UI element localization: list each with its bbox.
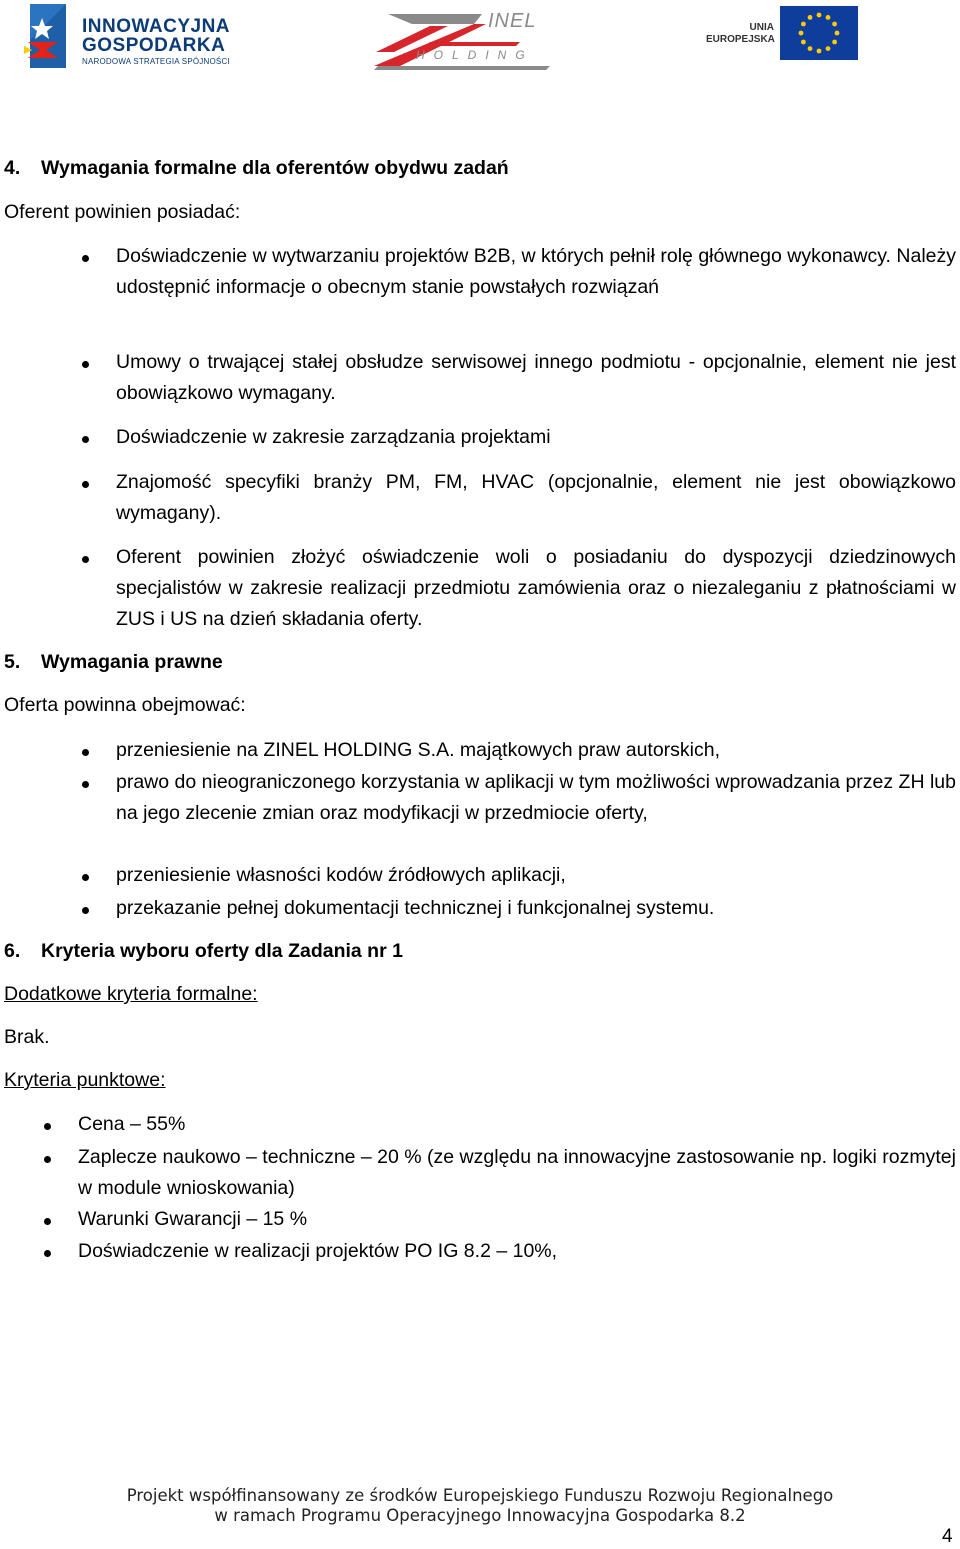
section-5-item: prawo do nieograniczonego korzystania w aplikacji w tym możliwości wprowadzania przez ZH lub na jego zlecenie zmian oraz modyfikacji w przedmiocie oferty, xyxy=(116,771,956,824)
section-6-number: 6. xyxy=(4,940,21,962)
section-4-item: Znajomość specyfiki branży PM, FM, HVAC (opcjonalnie, element nie jest obowiązkowo wymagany). xyxy=(116,471,956,524)
section-6-item: Doświadczenie w realizacji projektów PO IG 8.2 – 10%, xyxy=(78,1240,558,1262)
page-header xyxy=(0,0,960,80)
section-5-intro: Oferta powinna obejmować: xyxy=(4,694,246,716)
bullet-icon xyxy=(44,1156,51,1163)
page-number: 4 xyxy=(942,1526,953,1547)
bullet-icon xyxy=(82,556,89,563)
formal-criteria-value: Brak. xyxy=(4,1026,50,1048)
bullet-icon xyxy=(44,1250,51,1257)
footer-line-2: w ramach Programu Operacyjnego Innowacyjna Gospodarka 8.2 xyxy=(214,1506,746,1525)
section-5-item: przeniesienie własności kodów źródłowych aplikacji, xyxy=(116,864,566,886)
section-6-heading xyxy=(4,940,403,963)
eu-logo-text xyxy=(706,22,774,46)
section-6-item: Cena – 55% xyxy=(78,1113,186,1135)
zinel-logo-top: INEL xyxy=(488,10,537,32)
eu-logo xyxy=(706,6,858,62)
bullet-icon xyxy=(82,874,89,881)
section-6-item: Warunki Gwarancji – 15 % xyxy=(78,1208,308,1230)
ig-logo-line2: GOSPODARKA xyxy=(82,35,226,56)
bullet-icon xyxy=(82,749,89,756)
eu-flag-icon xyxy=(780,6,858,60)
formal-criteria-label: Dodatkowe kryteria formalne: xyxy=(4,983,258,1005)
section-4-heading xyxy=(4,157,509,180)
zinel-holding-logo xyxy=(370,8,560,72)
eu-logo-line2: EUROPEJSKA xyxy=(706,34,775,45)
zinel-logo-bottom: HOLDING xyxy=(416,48,534,62)
bullet-icon xyxy=(44,1123,51,1130)
section-5-number: 5. xyxy=(4,651,21,673)
bullet-icon xyxy=(82,907,89,914)
section-5-item: przeniesienie na ZINEL HOLDING S.A. majątkowych praw autorskich, xyxy=(116,739,721,761)
section-4-item: Umowy o trwającej stałej obsłudze serwisowej innego podmiotu - opcjonalnie, element nie jest obowiązkowo wymagany. xyxy=(116,351,956,404)
section-4-title: Wymagania formalne dla oferentów obydwu zadań xyxy=(41,157,509,179)
section-6-item: Zaplecze naukowo – techniczne – 20 % (ze względu na innowacyjne zastosowanie np. logiki rozmytej w module wnioskowania) xyxy=(78,1146,956,1199)
footer-line-1: Projekt współfinansowany ze środków Europejskiego Funduszu Rozwoju Regionalnego xyxy=(126,1486,834,1505)
bullet-icon xyxy=(82,781,89,788)
bullet-icon xyxy=(44,1218,51,1225)
points-criteria-label: Kryteria punktowe: xyxy=(4,1069,166,1091)
ig-logo-line1: INNOWACYJNA xyxy=(82,16,231,37)
section-5-item: przekazanie pełnej dokumentacji technicznej i funkcjonalnej systemu. xyxy=(116,897,715,919)
section-5-heading xyxy=(4,651,223,674)
section-4-item: Doświadczenie w wytwarzaniu projektów B2B, w których pełnił rolę głównego wykonawcy. Należy udostępnić informacje o obecnym stanie powstałych rozwiązań xyxy=(116,245,956,298)
section-6-title: Kryteria wyboru oferty dla Zadania nr 1 xyxy=(41,940,403,962)
ig-logo-line3: NARODOWA STRATEGIA SPÓJNOŚCI xyxy=(82,57,230,66)
section-4-intro: Oferent powinien posiadać: xyxy=(4,201,241,223)
bullet-icon xyxy=(82,481,89,488)
section-4-number: 4. xyxy=(4,157,21,179)
eu-logo-line1: UNIA xyxy=(749,22,774,33)
section-4-item: Doświadczenie w zakresie zarządzania projektami xyxy=(116,426,551,448)
bullet-icon xyxy=(82,436,89,443)
section-5-title: Wymagania prawne xyxy=(41,651,223,673)
bullet-icon xyxy=(82,361,89,368)
bullet-icon xyxy=(82,255,89,262)
innowacyjna-gospodarka-logo xyxy=(22,2,237,72)
ig-emblem-icon xyxy=(22,2,82,72)
section-4-item: Oferent powinien złożyć oświadczenie woli o posiadaniu do dyspozycji dziedzinowych specjalistów w zakresie realizacji przedmiotu zamówienia oraz o niezaleganiu z płatnościami w ZUS i US na dzień składania oferty. xyxy=(116,546,956,630)
